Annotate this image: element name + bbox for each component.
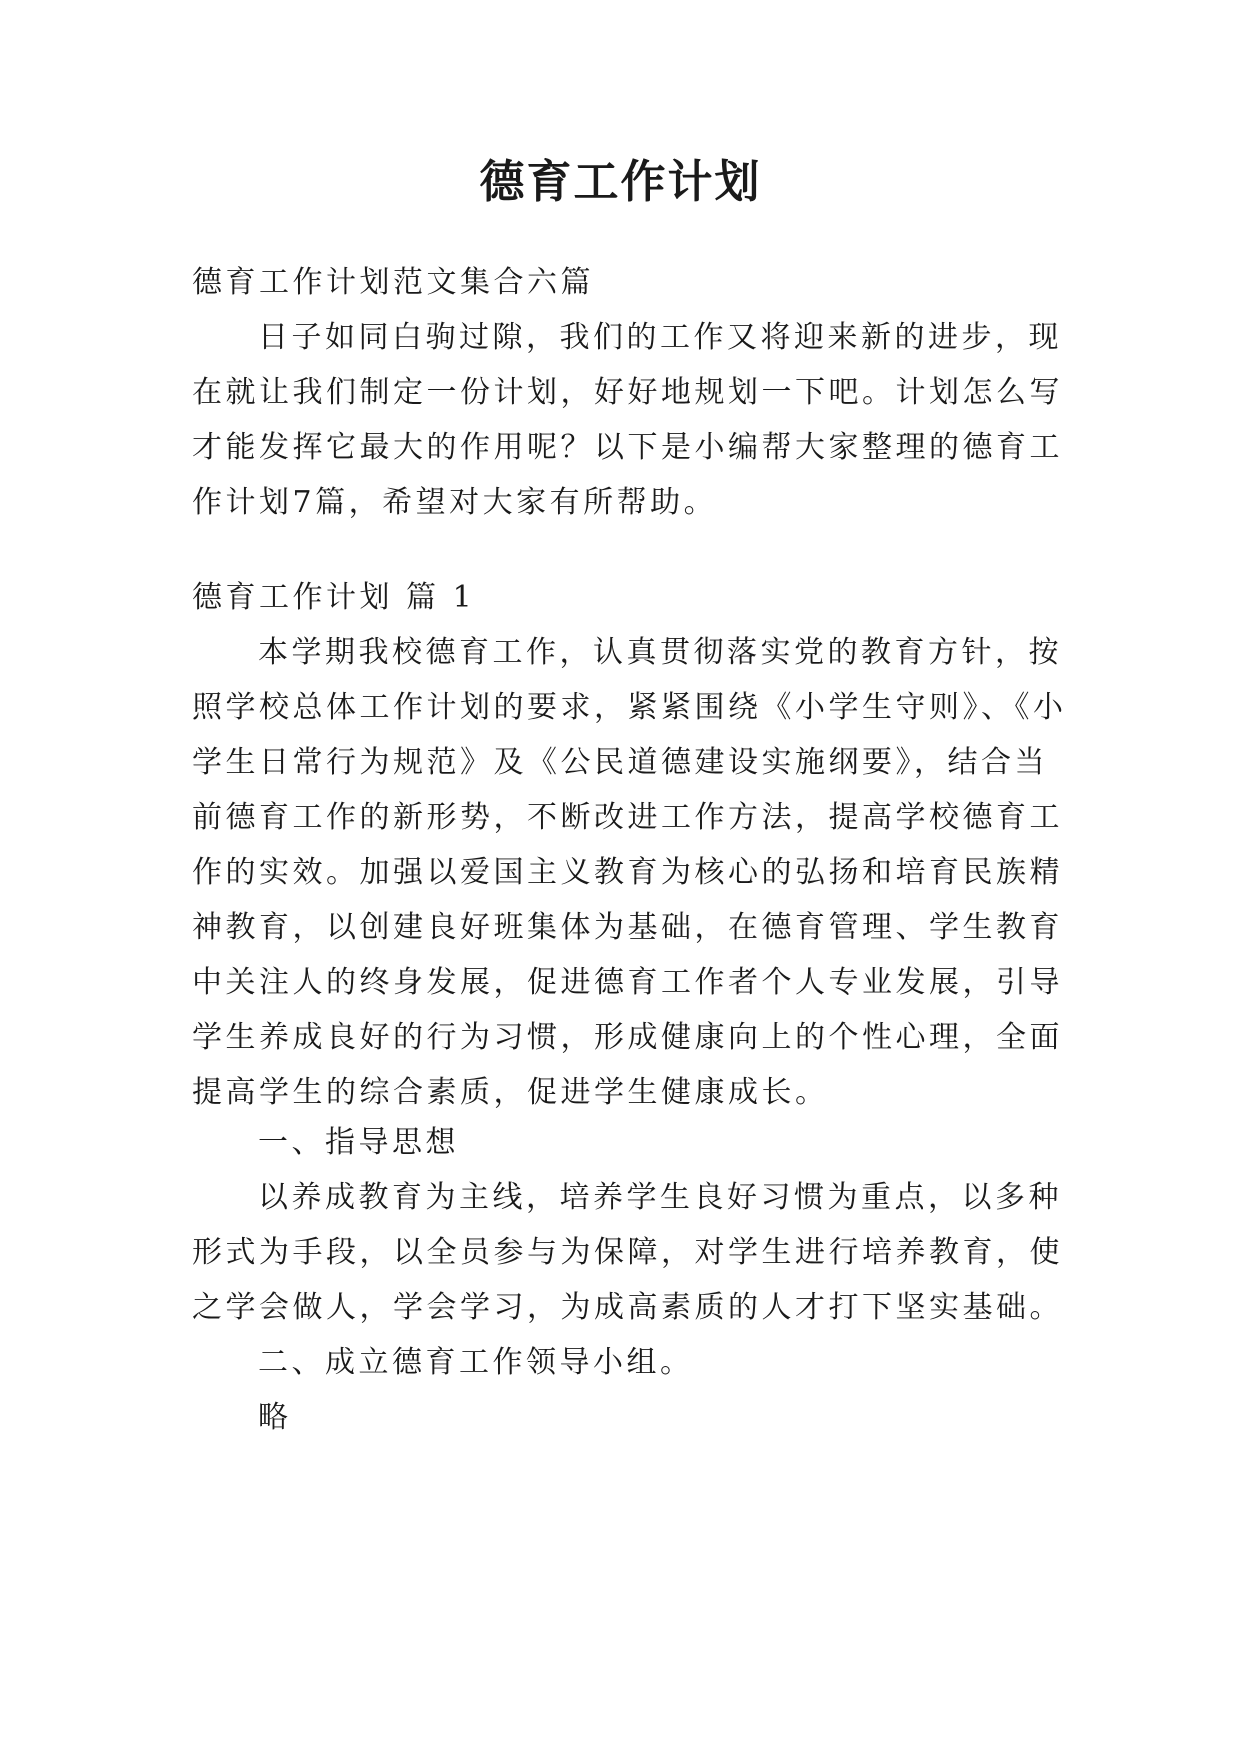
collection-heading: 德育工作计划范文集合六篇	[192, 265, 594, 300]
guideline-paragraph: 以养成教育为主线，培养学生良好习惯为重点，以多种形式为手段，以全员参与为保障，对学生进行培养教育，使之学会做人，学会学习，为成高素质的人才打下坚实基础。	[192, 1180, 1063, 1325]
group-content: 略	[258, 1400, 292, 1435]
section-heading: 德育工作计划 篇 1	[192, 580, 476, 615]
section-paragraph: 本学期我校德育工作，认真贯彻落实党的教育方针，按照学校总体工作计划的要求，紧紧围绕《小学生守则》、《小学生日常行为规范》及《公民道德建设实施纲要》，结合当前德育工作的新形势，不断改进工作方法，提高学校德育工作的实效。加强以爱国主义教育为核心的弘扬和培育民族精神教育，以创建良好班集体为基础，在德育管理、学生教育中关注人的终身发展，促进德育工作者个人专业发展，引导学生养成良好的行为习惯，形成健康向上的个性心理，全面提高学生的综合素质，促进学生健康成长。	[192, 635, 1067, 1110]
guideline-heading: 一、指导思想	[258, 1125, 459, 1160]
group-heading: 二、成立德育工作领导小组。	[258, 1345, 694, 1380]
document-title: 德育工作计划	[479, 155, 762, 208]
intro-paragraph: 日子如同白驹过隙，我们的工作又将迎来新的进步，现在就让我们制定一份计划，好好地规划一下吧。计划怎么写才能发挥它最大的作用呢？以下是小编帮大家整理的德育工作计划7篇，希望对大家有所帮助。	[192, 320, 1063, 520]
